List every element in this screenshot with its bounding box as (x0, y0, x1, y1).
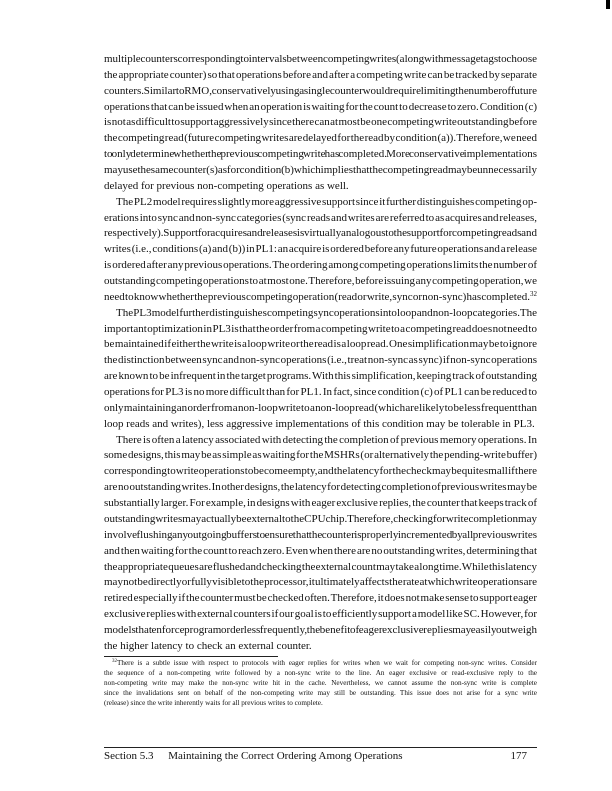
line-text: involve flushing any outgoing buffers to ensure that the counter is properly incremented by all previous writes (104, 528, 537, 541)
line-text: loop reads and writes), less aggressive implementations of this condition may be tolerable in PL3. (104, 417, 535, 430)
line-text: exclusive replies with external counters if our goal is to efficiently support a model like SC. However, for (104, 608, 537, 621)
text-line (104, 211, 537, 227)
footnote-text: since the invalidations sent on behalf of the non-competing write may still be outstanding. This issue does not arise for a sync write (104, 689, 537, 697)
section-number: Section 5.3 (104, 750, 154, 762)
line-text: models that enforce program order less frequently, the benefit of eager exclusive replies may easily outweigh (104, 623, 537, 636)
footnote-32 (104, 658, 537, 708)
text-line (104, 226, 537, 242)
line-text: the higher latency to check an external counter. (104, 639, 312, 652)
line-text: are no outstanding writes. In other designs, the latency for detecting completion of previous writes may be (104, 481, 537, 494)
text-line (104, 591, 537, 607)
line-text: and then waiting for the count to reach zero. Even when there are no outstanding writes, determining that (104, 544, 537, 557)
text-line (104, 163, 537, 179)
paragraph (104, 433, 537, 655)
line-text: need to know whether the previous competing operation (read or write, sync or non-sync) has completed. (104, 290, 530, 303)
text-line (104, 115, 537, 131)
text-line (104, 68, 537, 84)
text-line (104, 353, 537, 369)
text-line (104, 607, 537, 623)
text-line (104, 560, 537, 576)
text-line (104, 369, 537, 385)
text-line (104, 639, 537, 655)
text-line (104, 528, 537, 544)
text-line (104, 131, 537, 147)
text-line (104, 274, 537, 290)
text-line (104, 290, 537, 306)
paragraph (104, 306, 537, 433)
line-text: counters. Similar to RMO, conservatively using a single counter would require limiting the number of future (104, 84, 537, 97)
line-text: only maintaining an order from a non-loop write to a non-loop read (which are likely to be less frequent than (104, 401, 537, 414)
section-title: Maintaining the Correct Ordering Among Operations (168, 750, 403, 762)
line-text: The PL2 model requires slightly more aggressive support since it further distinguishes competing op- (116, 195, 537, 208)
text-line (104, 306, 537, 322)
text-line (104, 480, 537, 496)
line-text: the appropriate queues are flushed and checking the external count may take a long time. While this latency (104, 560, 537, 573)
line-text: the competing read (future competing writes are delayed for the read by condition (a)). Therefore, we need (104, 132, 537, 145)
text-line (104, 242, 537, 258)
line-text: There is often a latency associated with detecting the completion of previous memory operations. In (116, 433, 537, 446)
text-line (104, 179, 537, 195)
line-text: operations that can be issued when an operation is waiting for the count to decrease to zero. Condition (c) (104, 100, 537, 113)
text-line (104, 433, 537, 449)
line-text: The PL3 model further distinguishes competing sync operations into loop and non-loop categories. The (116, 306, 537, 319)
line-text: important optimization in PL3 is that the order from a competing write to a competing read does not need to (104, 322, 537, 335)
text-line (104, 448, 537, 464)
line-text: delayed for previous non-competing operations as well. (104, 179, 349, 192)
text-line (104, 147, 537, 163)
line-text: be maintained if either the write is a loop write or the read is a loop read. One simplification may be to ignore (104, 338, 537, 351)
line-text: writes (i.e., conditions (a) and (b)) in PL1: an acquire is ordered before any future operations and a release (104, 243, 537, 256)
line-text: substantially larger. For example, in designs with eager exclusive replies, the counter that keeps track of (104, 497, 537, 510)
footnote-number: 32 (112, 659, 117, 664)
line-text: may use the same counter(s) as for condition (b) which implies that the competing read may be unnecessarily (104, 164, 537, 177)
text-line (104, 385, 537, 401)
line-text: multiple counters corresponding to intervals between competing writes (along with message tags to choose (104, 53, 537, 65)
line-text: is ordered after any previous operations. The ordering among competing operations limits the number of (104, 259, 537, 272)
text-line (104, 100, 537, 116)
running-footer (104, 749, 403, 763)
footnote-text: non-competing write may make the non-sync write hit in the cache. Nevertheless, we cannot assume the non-sync write is complete (104, 679, 537, 687)
scan-corner-mark (606, 0, 610, 9)
text-line (104, 195, 537, 211)
footnote-text: (release) since the write inherently waits for all previous writes to complete. (104, 699, 323, 707)
line-text: respectively). Support for acquires and releases is virtually analogous to the support for competing reads and (104, 227, 537, 240)
text-line (104, 575, 537, 591)
line-text: is not as difficult to support aggressively since there can at most be one competing write outstanding before (104, 116, 537, 129)
page-footer (104, 749, 527, 763)
line-text: may not be directly or fully visible to the processor, it ultimately affects the rate at which write operations are (104, 576, 537, 589)
line-text: the appropriate counter) so that operations before and after a competing write can be tracked by separate (104, 68, 537, 81)
text-line (104, 322, 537, 338)
text-line (104, 496, 537, 512)
footnote-divider (104, 656, 278, 657)
line-text: outstanding competing operations to at most one. Therefore, before issuing any competing operation, we (104, 275, 537, 288)
footnote-line (104, 688, 537, 698)
paragraph (104, 52, 537, 195)
line-text: retired especially if the counter must be checked often. Therefore, it does not make sense to support eager (104, 592, 537, 605)
line-text: operations for PL3 is no more difficult than for PL1. In fact, since condition (c) of PL1 can be reduced to (104, 386, 537, 399)
line-text: to only determine whether the previous competing write has completed. More conservative implementations (104, 148, 537, 161)
line-text: the distinction between sync and non-sync operations (i.e., treat non-sync as sync) if non-sync operations (104, 354, 537, 367)
text-line (104, 512, 537, 528)
body-text (104, 52, 537, 655)
text-line (104, 337, 537, 353)
text-line (104, 52, 537, 68)
line-text: are known to be infrequent in the target programs. With this simplification, keeping track of outstanding (104, 370, 537, 383)
line-text: some designs, this may be as simple as waiting for the MSHRs (or alternatively the pending-write buffer) (104, 449, 537, 462)
footnote-text: the sequence of a non-competing write followed by a non-sync write to the line. An eager exclusive or read-exclusive reply to the (104, 669, 537, 677)
page-number: 177 (510, 750, 527, 762)
line-text: outstanding writes may actually be external to the CPU chip. Therefore, checking for write completion may (104, 512, 537, 525)
footer-divider (104, 747, 537, 748)
text-line (104, 258, 537, 274)
footnote-line (104, 698, 537, 708)
footnote-line (104, 678, 537, 688)
footnote-line (104, 658, 537, 668)
text-line (104, 464, 537, 480)
paragraph (104, 195, 537, 306)
text-line (104, 623, 537, 639)
footnote-text: There is a subtle issue with respect to protocols with eager replies for writes when we wait for competing non-sync writes. Consider (117, 659, 537, 667)
line-text: erations into sync and non-sync categories (sync reads and writes are referred to as acquires and releases, (104, 211, 537, 224)
footnote-reference[interactable]: 32 (530, 289, 537, 298)
footnote-line (104, 668, 537, 678)
line-text: corresponding to write operations to become empty, and the latency for the check may be quite small if there (104, 465, 537, 478)
text-line (104, 417, 537, 433)
text-line (104, 544, 537, 560)
text-line (104, 84, 537, 100)
text-line (104, 401, 537, 417)
